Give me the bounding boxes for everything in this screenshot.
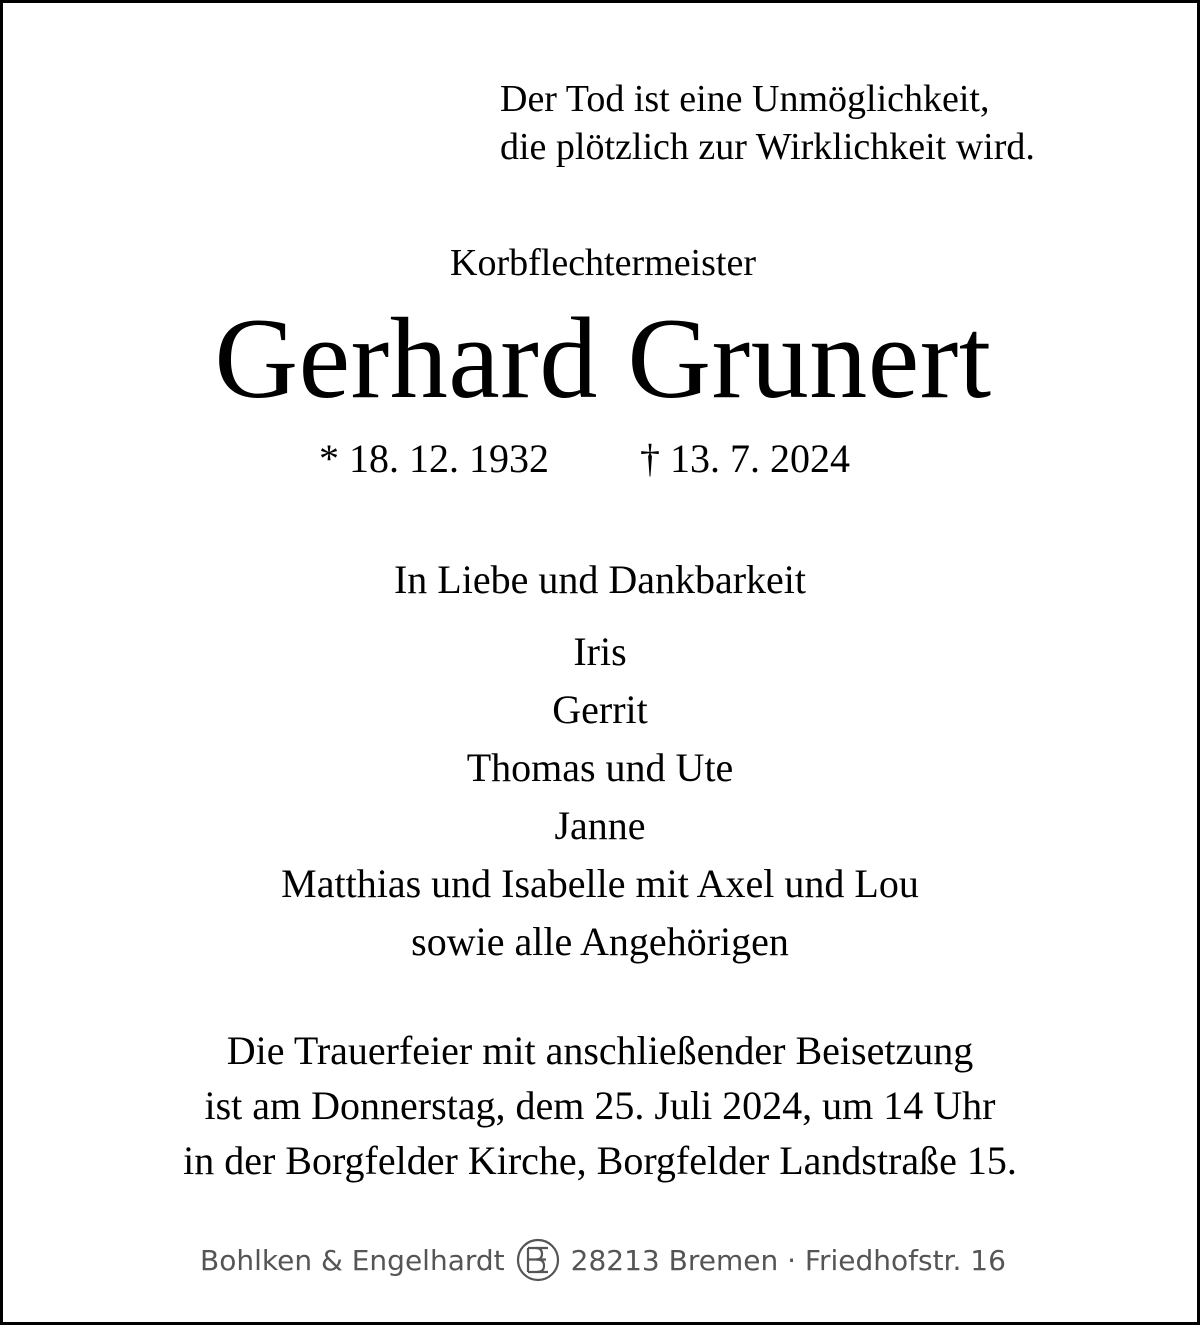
service-line: in der Borgfelder Kirche, Borgfelder Landstraße 15. — [183, 1138, 1017, 1183]
mourner-line: sowie alle Angehörigen — [411, 919, 789, 964]
mourner-line: Gerrit — [552, 687, 648, 732]
company-name: Bohlken & Engelhardt — [200, 1243, 505, 1277]
dedication: In Liebe und Dankbarkeit — [393, 557, 807, 602]
deceased-profession: Korbflechtermeister — [450, 242, 756, 284]
mourner-line: Matthias und Isabelle mit Axel und Lou — [281, 861, 919, 906]
service-line: Die Trauerfeier mit anschließender Beisetzung — [226, 1028, 974, 1073]
quote — [500, 75, 1035, 171]
quote-line-1: Der Tod ist eine Unmöglichkeit, — [500, 78, 990, 120]
mourners-list — [3, 623, 1197, 971]
service-line: ist am Donnerstag, dem 25. Juli 2024, um 14 Uhr — [204, 1083, 996, 1128]
funeral-home-footer — [3, 1236, 1200, 1284]
mourner-line: Iris — [573, 629, 627, 674]
mourner-line: Thomas und Ute — [466, 745, 734, 790]
company-address: 28213 Bremen · Friedhofstr. 16 — [570, 1243, 1006, 1277]
deceased-name: Gerhard Grunert — [214, 295, 992, 423]
service-info — [3, 1023, 1197, 1188]
company-logo-icon — [515, 1237, 561, 1283]
birth-date: * 18. 12. 1932 — [319, 436, 549, 481]
mourner-line: Janne — [554, 803, 646, 848]
quote-line-2: die plötzlich zur Wirklichkeit wird. — [500, 126, 1035, 168]
death-date: † 13. 7. 2024 — [640, 436, 850, 481]
